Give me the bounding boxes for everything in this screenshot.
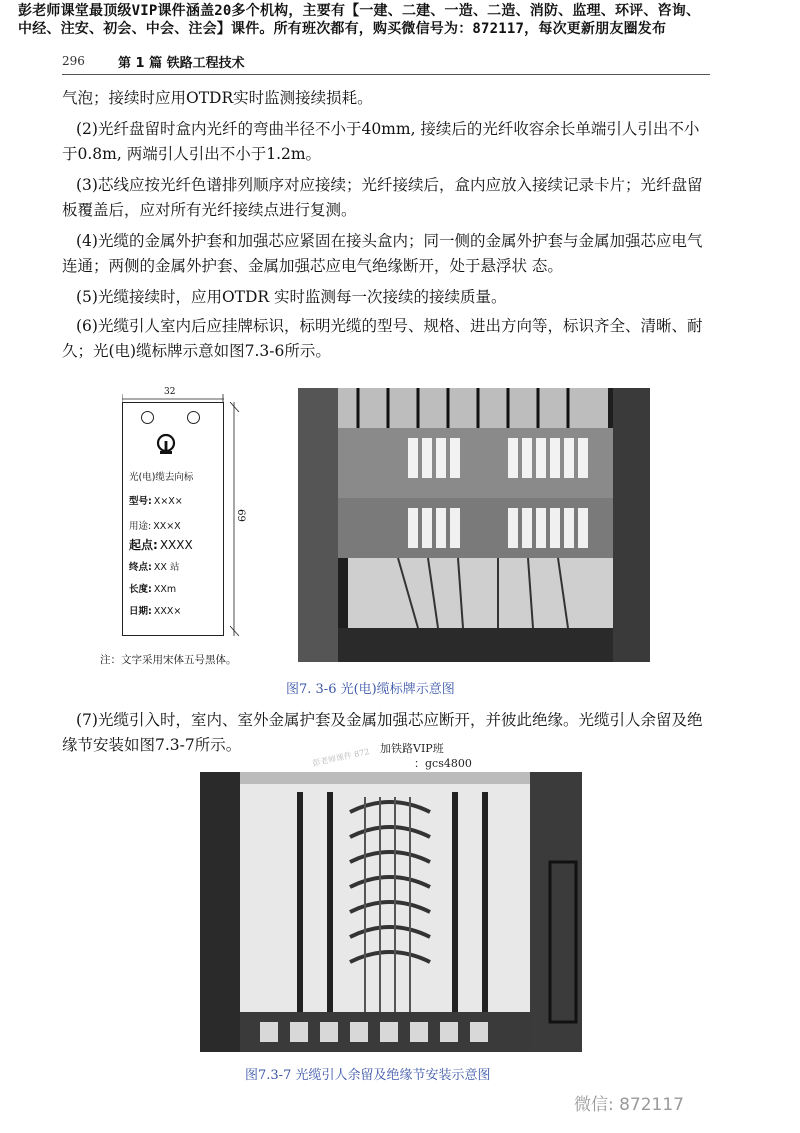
cable-reserve-photo [200,772,582,1052]
paragraph-item-3: (3)芯线应按光纤色谱排列顺序对应接续；光纤接续后，盒内应放入接续记录卡片；光纤盘留板覆盖后，应对所有光纤接续点进行复测。 [62,176,703,219]
paragraph-item-6: (6)光缆引人室内后应挂牌标识，标明光缆的型号、规格、进出方向等，标识齐全、清晰、耐久；光(电)缆标牌示意如图7.3-6所示。 [62,317,703,360]
faint-watermark: 彭老师课件 872 [311,747,371,768]
paragraph-item-5: (5)光缆接续时，应用OTDR 实时监测每一次接续的接续质量。 [76,288,507,306]
height-dimension [230,402,244,636]
sign-end: 终点: XX 站 [129,562,180,573]
sign-use: 用途: XX×X [129,521,181,532]
hole-left [141,411,154,424]
cable-sign-diagram [90,388,270,648]
promo-banner-line-1: 彭老师课堂最顶级VIP课件涵盖20多个机构，主要有【一建、二建、一造、二造、消防、监理、环评、咨询、 [18,3,701,19]
sign-length: 长度: XXm [129,584,177,595]
figure-caption-7-3-6: 图7. 3-6 光(电)缆标牌示意图 [286,682,455,697]
height-value: 69 [234,509,246,522]
text-block-top [62,86,714,364]
paragraph-item-4: (4)光缆的金属外护套和加强芯应紧固在接头盒内；同一侧的金属外护套与金属加强芯应电气连通；两侧的金属外护套、金属加强芯应电气绝缘断开，处于悬浮状 态。 [62,232,703,275]
vip-stamp-line-2: ：gcs4800 [414,757,472,770]
page-number: 296 [62,54,85,68]
hole-right [187,411,200,424]
sign-start: 起点: XXXX [129,538,193,552]
sign-title: 光(电)缆去向标 [129,472,194,483]
railway-logo-icon [155,433,177,455]
paragraph-continuation: 气泡；接续时应用OTDR实时监测接续损耗。 [62,89,373,107]
sign-card [122,402,224,636]
wechat-watermark: 微信: 872117 [573,1095,684,1115]
promo-banner-line-2: 中经、注安、初会、中会、注会】课件。所有班次都有，购买微信号为：872117，每次更新朋友圈发布 [18,21,667,37]
chapter-title: 第 1 篇 铁路工程技术 [118,56,245,71]
paragraph-item-7: (7)光缆引入时，室内、室外金属护套及金属加强芯应断开，并彼此绝缘。光缆引人余留及绝缘节安装如图7.3-7所示。 [62,711,703,754]
width-dimension [122,387,224,400]
sign-date: 日期: XXX× [129,606,182,617]
distribution-frame-photo [298,388,650,662]
sign-note: 注：文字采用宋体五号黑体。 [100,654,237,666]
paragraph-item-2: (2)光纤盘留时盒内光纤的弯曲半径不小于40mm, 接续后的光纤收容余长单端引人引出不小于0.8m, 两端引人引出不小于1.2m。 [62,120,700,163]
width-value: 32 [164,387,176,397]
sign-model: 型号: X×X× [129,496,183,507]
vip-stamp-line-1: 加铁路VIP班 [380,742,444,755]
figure-caption-7-3-7: 图7.3-7 光缆引人余留及绝缘节安装示意图 [245,1068,491,1083]
promo-banner [18,2,788,38]
page-header [62,52,710,75]
